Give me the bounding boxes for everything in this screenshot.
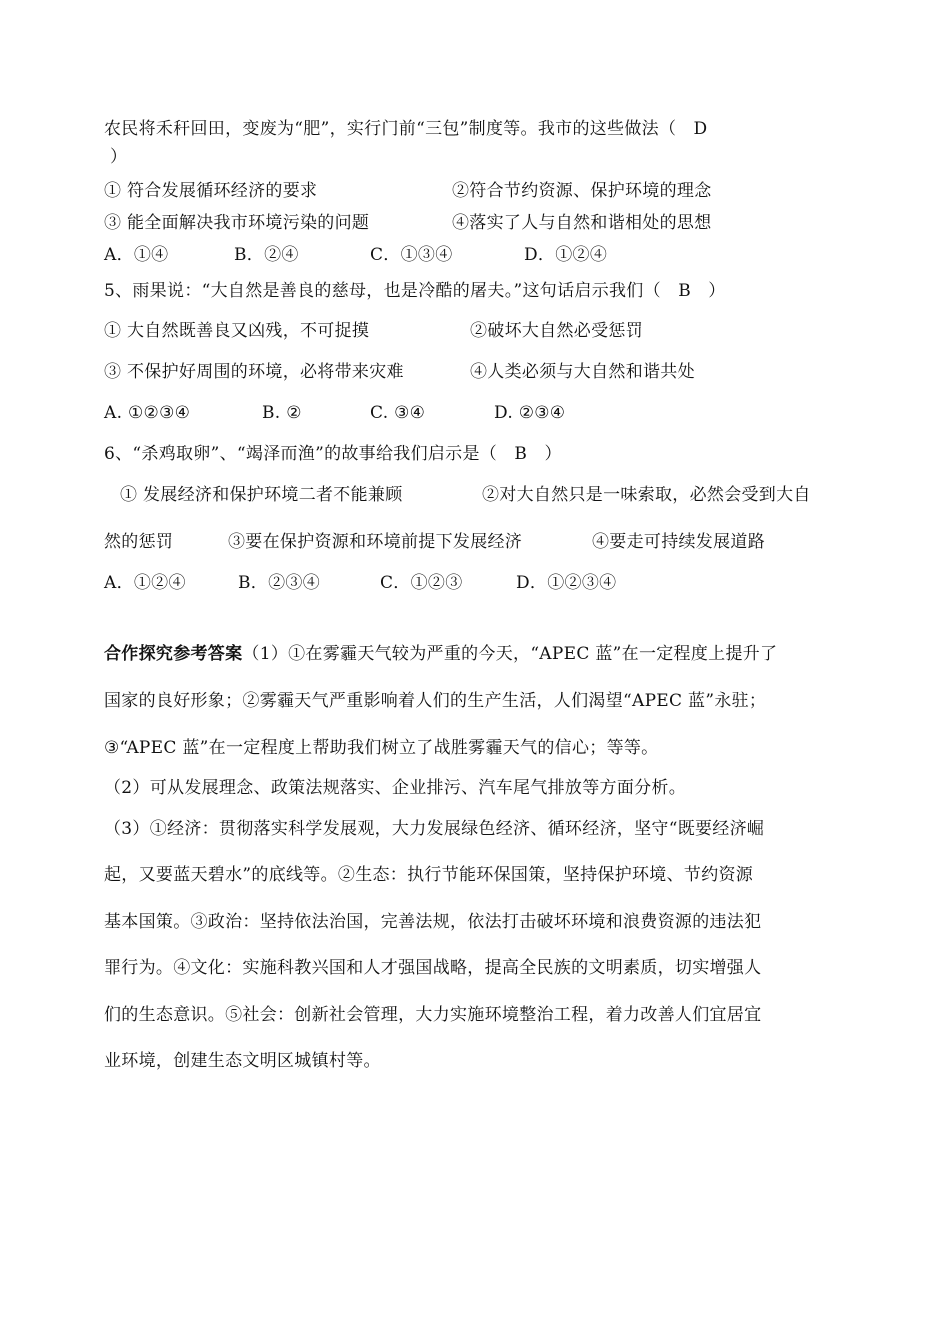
q6-choice-c: C．①②③ (380, 573, 463, 593)
answer-line-1 (104, 643, 777, 665)
q5-stem: 5、雨果说：“大自然是善良的慈母，也是冷酷的屠夫。”这句话启示我们（ B ） (104, 281, 726, 301)
q4-choice-a: A．①④ (104, 245, 169, 265)
answer-line-9: 们的生态意识。⑤社会：创新社会管理，大力实施环境整治工程，着力改善人们宜居宜 (104, 1005, 762, 1025)
q5-choice-a: A. ①②③④ (104, 403, 191, 423)
q4-stem: 农民将禾秆回田，变废为“肥”，实行门前“三包”制度等。我市的这些做法（ D (104, 119, 708, 139)
q5-option-2: ②破坏大自然必受惩罚 (470, 321, 643, 341)
q6-choice-d: D．①②③④ (516, 573, 617, 593)
q6-choice-a: A．①②④ (104, 573, 186, 593)
q6-option-3: ③要在保护资源和环境前提下发展经济 (228, 532, 523, 552)
q4-choice-d: D．①②④ (524, 245, 608, 265)
q5-option-1: ① 大自然既善良又凶残，不可捉摸 (104, 321, 370, 341)
q5-choice-c: C. ③④ (370, 403, 426, 423)
answer-line-3: ③“APEC 蓝”在一定程度上帮助我们树立了战胜雾霾天气的信心；等等。 (104, 738, 659, 758)
q4-choice-b: B．②④ (234, 245, 299, 265)
answer-line-4: （2）可从发展理念、政策法规落实、企业排污、汽车尾气排放等方面分析。 (104, 778, 687, 798)
q5-option-3: ③ 不保护好周围的环境，必将带来灾难 (104, 362, 404, 382)
q6-option-2: ②对大自然只是一味索取，必然会受到大自 (482, 485, 811, 505)
answer-line-10: 业环境，创建生态文明区城镇村等。 (104, 1051, 381, 1071)
answer-line-7: 基本国策。③政治：坚持依法治国，完善法规，依法打击破坏环境和浪费资源的违法犯 (104, 912, 762, 932)
answer-line-5: （3）①经济：贯彻落实科学发展观，大力发展绿色经济、循环经济，坚守“既要经济崛 (104, 819, 765, 839)
q4-option-3: ③ 能全面解决我市环境污染的问题 (104, 213, 370, 233)
q5-choice-d: D. ②③④ (494, 403, 566, 423)
q6-option-2-cont: 然的惩罚 (104, 532, 174, 552)
q4-option-1: ① 符合发展循环经济的要求 (104, 181, 318, 201)
answer-part-1: （1）①在雾霾天气较为严重的今天，“APEC 蓝”在一定程度上提升了 (242, 644, 778, 664)
q5-choice-b: B. ② (262, 403, 302, 423)
q4-option-4: ④落实了人与自然和谐相处的思想 (452, 213, 712, 233)
q6-stem: 6、“杀鸡取卵”、“竭泽而渔”的故事给我们启示是（ B ） (104, 444, 562, 464)
q6-choice-b: B．②③④ (238, 573, 320, 593)
q6-option-1: ① 发展经济和保护环境二者不能兼顾 (120, 485, 403, 505)
q6-option-4: ④要走可持续发展道路 (592, 532, 765, 552)
answer-line-8: 罪行为。④文化：实施科教兴国和人才强国战略，提高全民族的文明素质，切实增强人 (104, 958, 762, 978)
q4-stem-end: ） (110, 147, 128, 167)
answer-line-6: 起，又要蓝天碧水”的底线等。②生态：执行节能环保国策，坚持保护环境、节约资源 (104, 865, 754, 885)
q5-option-4: ④人类必须与大自然和谐共处 (470, 362, 695, 382)
q4-choice-c: C．①③④ (370, 245, 453, 265)
q4-option-2: ②符合节约资源、保护环境的理念 (452, 181, 712, 201)
answer-heading: 合作探究参考答案 (104, 644, 243, 664)
answer-line-2: 国家的良好形象；②雾霾天气严重影响着人们的生产生活，人们渴望“APEC 蓝”永驻； (104, 691, 767, 711)
